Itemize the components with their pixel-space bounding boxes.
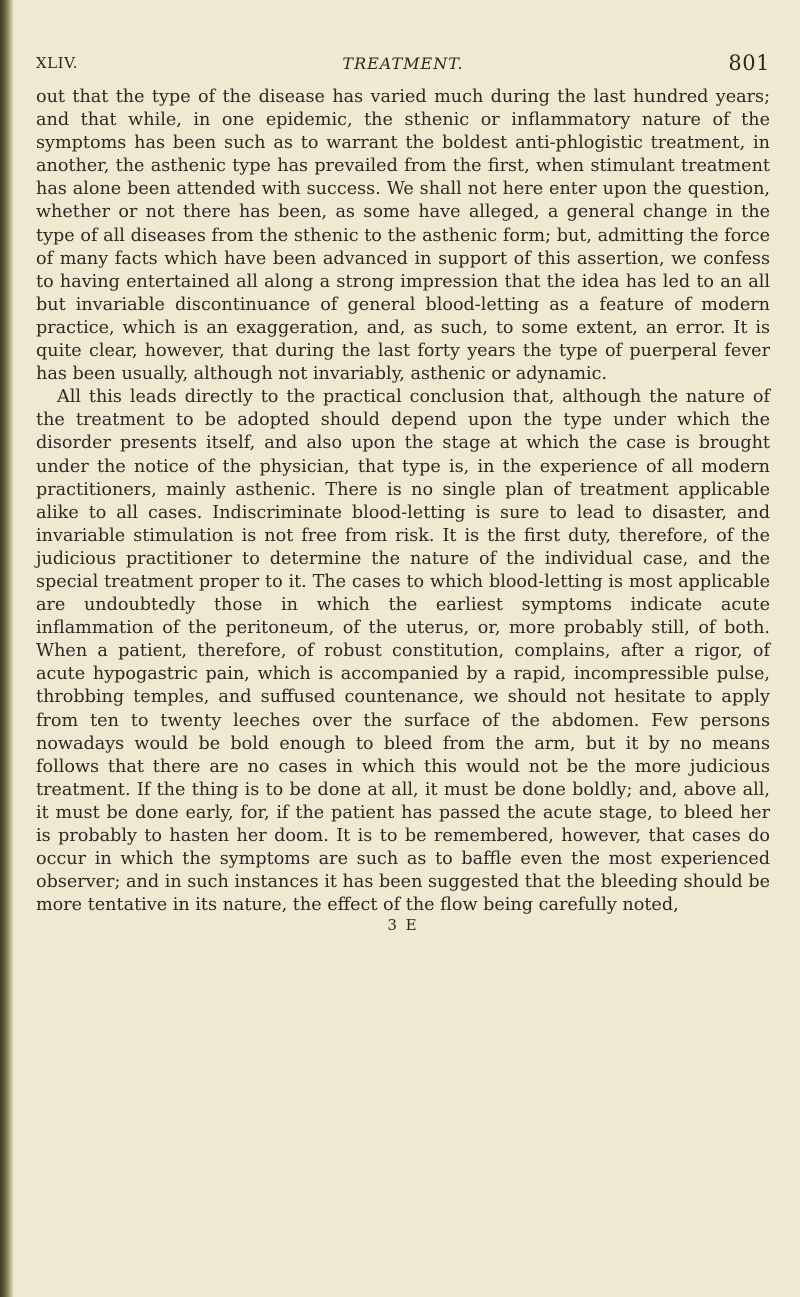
- chapter-number: XLIV.: [36, 54, 79, 72]
- book-page: [36, 51, 770, 935]
- paragraph: All this leads directly to the practical conclusion that, although the nature of the treatment to be adopted should depend upon the type under which the disorder presents itself, and also upon the stage at which the case is brought under the notice of the physician, that type is, in the experience of all modern practitioners, mainly asthenic. There is no single plan of treatment applicable alike to all cases. Indiscriminate blood-letting is sure to lead to disaster, and invariable stimulation is not free from risk. It is the first duty, therefore, of the judicious practitioner to determine the nature of the individual case, and the special treatment proper to it. The cases to which blood-letting is most applicable are undoubtedly those in which the earliest symptoms indicate acute inflammation of the peritoneum, of the uterus, or, more probably still, of both. When a patient, therefore, of robust constitution, complains, after a rigor, of acute hypogastric pain, which is accompanied by a rapid, incompressible pulse, throbbing temples, and suffused countenance, we should not hesitate to apply from ten to twenty leeches over the surface of the abdomen. Few persons nowadays would be bold enough to bleed from the arm, but it by no means follows that there are no cases in which this would not be the more judicious treatment. If the thing is to be done at all, it must be done boldly; and, above all, it must be done early, for, if the patient has passed the acute stage, to bleed her is probably to hasten her doom. It is to be remembered, however, that cases do occur in which the symptoms are such as to baffle even the most experienced observer; and in such instances it has been suggested that the bleeding should be more tentative in its nature, the effect of the flow being carefully noted,: [36, 387, 770, 916]
- paragraph-continued: out that the type of the disease has varied much during the last hundred years; and that while, in one epidemic, the sthenic or inflammatory nature of the symptoms has been such as to warrant the boldest anti-phlogistic treatment, in another, the asthenic type has prevailed from the first, when stimulant treatment has alone been attended with success. We shall not here enter upon the question, whether or not there has been, as some have alleged, a general change in the type of all diseases from the sthenic to the asthenic form; but, admitting the force of many facts which have been advanced in support of this assertion, we confess to having entertained all along a strong impression that the idea has led to an all but invariable discontinuance of general blood-letting as a feature of modern practice, which is an exaggeration, and, as such, to some extent, an error. It is quite clear, however, that during the last forty years the type of puerperal fever has been usually, although not invariably, asthenic or adynamic.: [36, 87, 770, 385]
- page-number: 801: [728, 51, 770, 75]
- signature-mark: 3 E: [387, 916, 419, 935]
- book-gutter-shadow: [0, 0, 14, 1297]
- running-head: [36, 51, 770, 84]
- running-title: TREATMENT.: [342, 54, 464, 73]
- body-text: [36, 86, 770, 917]
